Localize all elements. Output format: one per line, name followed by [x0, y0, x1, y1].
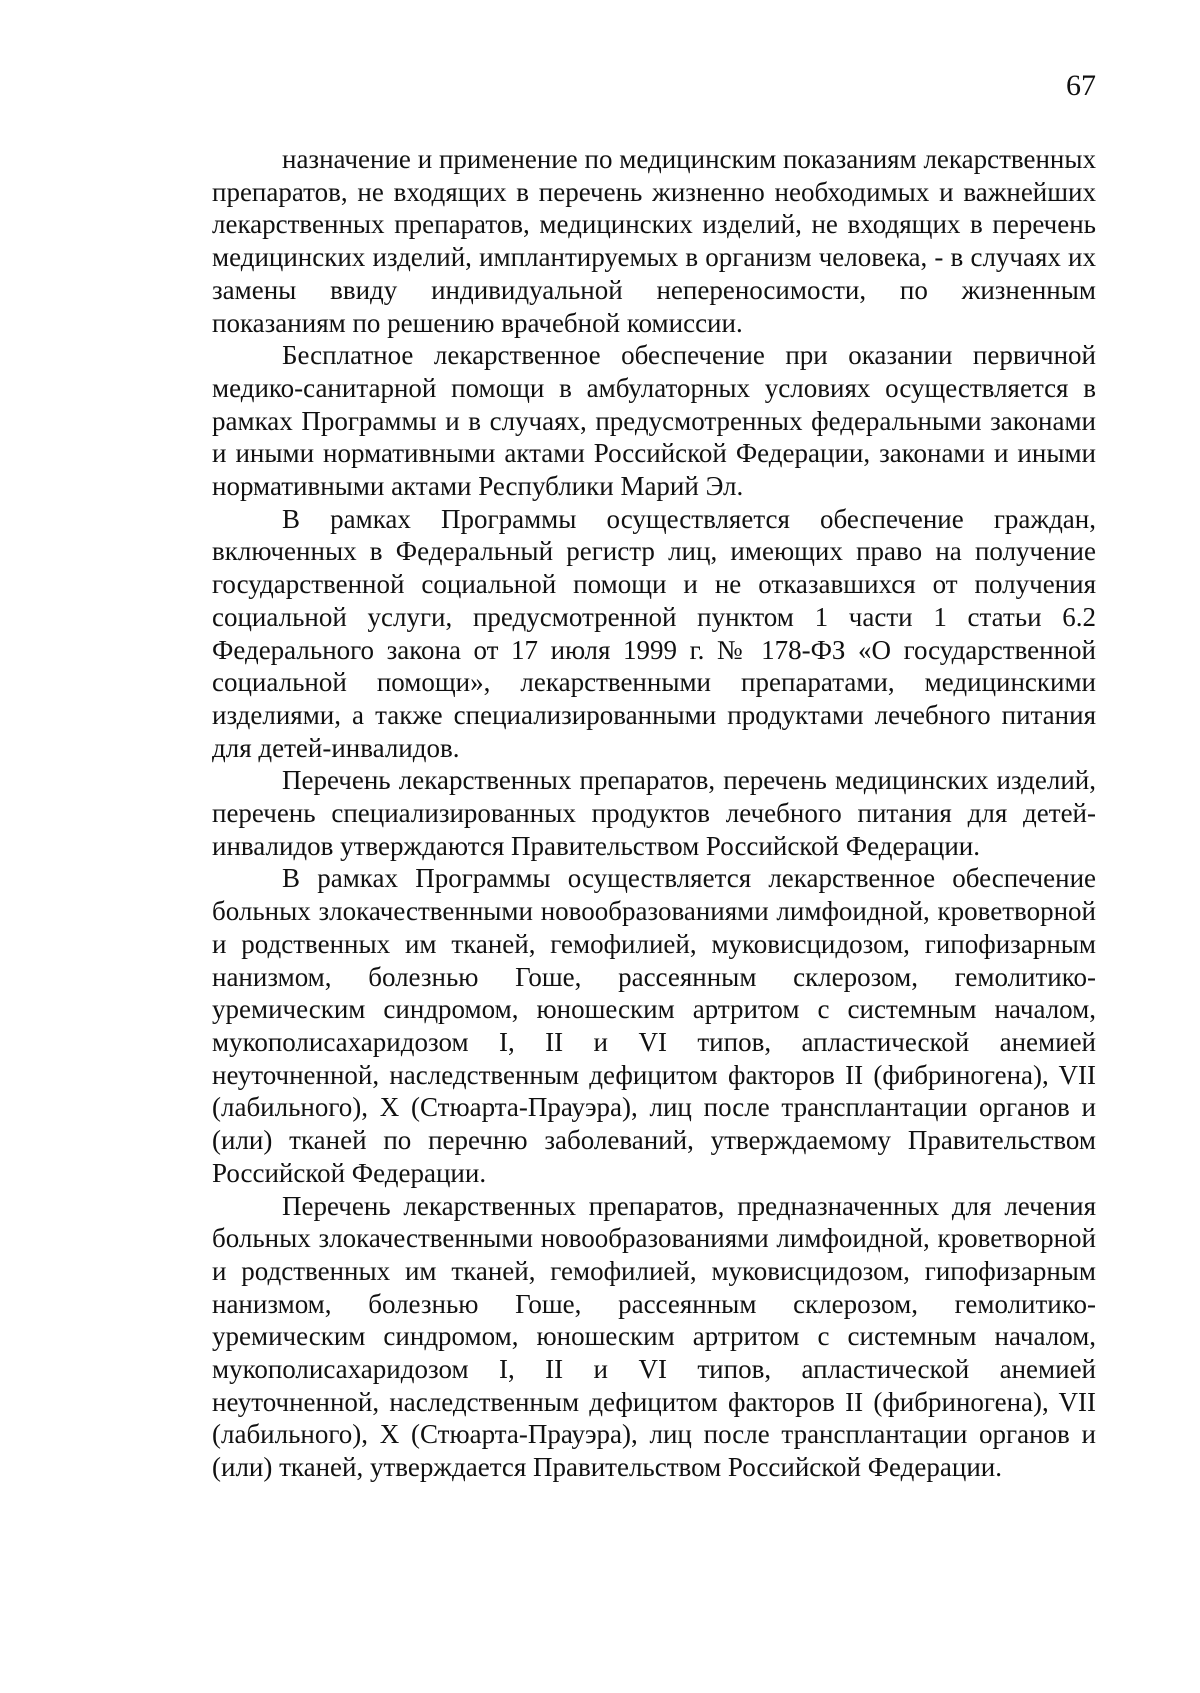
paragraph-drug-list-approval: Перечень лекарственных препаратов, предназначенных для лечения больных злокачественными новообразованиями лимфоидной, кроветворной и родственных им тканей, гемофилией, муковисцидозом, гипофизарным нанизмом, болезнью Гоше, рассеянным склерозом, гемолитико-уремическим синдромом, юношеским артритом с системным началом, мукополисахаридозом I, II и VI типов, апластической анемией неуточненной, наследственным дефицитом факторов II (фибриногена), VII (лабильного), X (Стюарта-Прауэра), лиц после трансплантации органов и (или) тканей, утверждается Правительством Российской Федерации. [212, 1190, 1096, 1483]
paragraph-oncology-provision: В рамках Программы осуществляется лекарственное обеспечение больных злокачественными новообразованиями лимфоидной, кроветворной и родственных им тканей, гемофилией, муковисцидозом, гипофизарным нанизмом, болезнью Гоше, рассеянным склерозом, гемолитико-уремическим синдромом, юношеским артритом с системным началом, мукополисахаридозом I, II и VI типов, апластической анемией неуточненной, наследственным дефицитом факторов II (фибриногена), VII (лабильного), X (Стюарта-Прауэра), лиц после трансплантации органов и (или) тканей по перечню заболеваний, утверждаемому Правительством Российской Федерации. [212, 863, 1096, 1188]
paragraph-lists-approval: Перечень лекарственных препаратов, перечень медицинских изделий, перечень специализированных продуктов лечебного питания для детей-инвалидов утверждаются Правительством Российской Федерации. [212, 765, 1096, 861]
page-number: 67 [1066, 69, 1096, 102]
document-body [212, 143, 1096, 1484]
paragraph-federal-register: В рамках Программы осуществляется обеспечение граждан, включенных в Федеральный регистр лиц, имеющих право на получение государственной социальной помощи и не отказавшихся от получения социальной услуги, предусмотренной пунктом 1 части 1 статьи 6.2 Федерального закона от 17 июля 1999 г. № 178-ФЗ «О государственной социальной помощи», лекарственными препаратами, медицинскими изделиями, а также специализированными продуктами лечебного питания для детей-инвалидов. [212, 503, 1096, 763]
paragraph-continuation: назначение и применение по медицинским показаниям лекарственных препаратов, не входящих в перечень жизненно необходимых и важнейших лекарственных препаратов, медицинских изделий, не входящих в перечень медицинских изделий, имплантируемых в организм человека, - в случаях их замены ввиду индивидуальной непереносимости, по жизненным показаниям по решению врачебной комиссии. [212, 144, 1096, 338]
paragraph-free-drug-provision: Бесплатное лекарственное обеспечение при оказании первичной медико-санитарной помощи в амбулаторных условиях осуществляется в рамках Программы и в случаях, предусмотренных федеральными законами и иными нормативными актами Российской Федерации, законами и иными нормативными актами Республики Марий Эл. [212, 340, 1096, 502]
